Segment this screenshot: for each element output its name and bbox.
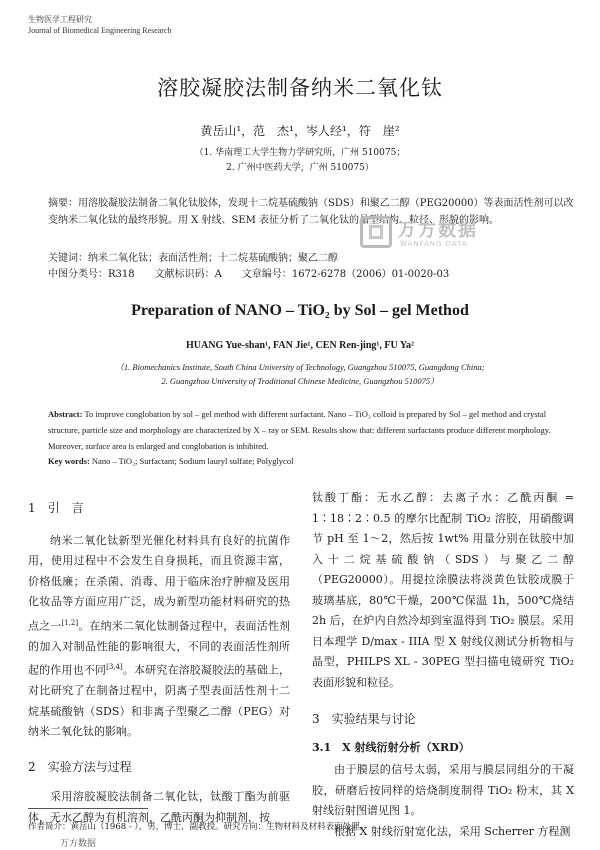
wanfang-logo-icon: [360, 216, 392, 248]
keywords-cn: 关键词：纳米二氧化钛；表面活性剂；十二烷基硫酸钠；聚乙二醇: [48, 253, 338, 264]
journal-name-cn: 生物医学工程研究: [28, 15, 92, 24]
affiliation-cn-1: （1. 华南理工大学生物力学研究所，广州 510075；: [194, 148, 406, 158]
section-3-1-heading: 3.1 X 射线衍射分析（XRD）: [312, 740, 470, 754]
section-1-paragraph: [28, 531, 290, 743]
s1-text-a: 纳米二氧化钛新型光催化材料具有良好的抗菌作用，使用过程中不会发生自身损耗，而且资源丰富，价格低廉；在杀菌、消毒、用于临床治疗肿瘤及医用化妆品等方面应用广泛，成为新型功能材料研究的热点之一: [28, 533, 290, 633]
abstract-en-text: To improve conglobation by sol – gel method with different surfactant. Nano – TiO₂ colloid is prepared by Sol – gel method and crystal structure, particle size and morphology are characterized by X – ray or SEM. Results show that: different surfactants produce different morphology. Moreover, surface area is enlarged and conglobation is inhibited.: [48, 409, 551, 451]
title-en: Preparation of NANO – TiO₂ by Sol – gel Method: [131, 302, 469, 319]
ref-1-2: [1,2]: [61, 618, 79, 627]
section-1-heading: 1 引 言: [28, 501, 84, 515]
keywords-en-text: Nano – TiO₂; Surfactant; Sodium lauryl sulfate; Polyglycol: [91, 456, 294, 466]
section-3-1-paragraph-1: 由于膜层的信号太弱，采用与膜层同组分的干凝胶，研磨后按同样的焙烧制度制得 TiO₂ 粉末，其 X 射线衍射图谱见图 1。: [312, 763, 574, 817]
s1-text-c: 。本研究在溶胶凝胶法的基础上，对比研究了在制备过程中，阴离子型表面活性剂十二烷基硫酸钠（SDS）和非离子型聚乙二醇（PEG）对纳米二氧化钛的影响。: [28, 663, 291, 739]
section-2-heading: 2 实验方法与过程: [28, 759, 132, 774]
author-footnote: 作者简介：黄岳山（1968 - ），男，博士，副教授。研究方向：生物材料及材料表面处理。: [28, 822, 369, 832]
affiliation-cn-2: 2. 广州中医药大学，广州 510075）: [226, 163, 374, 173]
journal-name-en: Journal of Biomedical Engineering Research: [28, 26, 172, 35]
abstract-cn: 摘要：用溶胶凝胶法制备二氧化钛胶体，发现十二烷基硫酸钠（SDS）和聚乙二醇（PEG20000）等表面活性剂可以改变纳米二氧化钛的最终形貌。用 X 射线、SEM 表征分析了二氧化钛的晶型结构、粒径、形貌的影响。: [48, 198, 574, 226]
keywords-en: [48, 456, 293, 466]
journal-header: [28, 14, 172, 36]
bottom-watermark: 万方数据: [60, 839, 97, 849]
section-3-1-paragraph-2: 根据 X 射线衍射宽化法，采用 Scherrer 方程测: [334, 824, 571, 838]
authors-cn: 黄岳山¹，范 杰¹，岑人经¹，符 崖²: [200, 124, 400, 138]
right-column: [312, 488, 574, 842]
title-cn: 溶胶凝胶法制备纳米二氧化钛: [157, 76, 443, 100]
section-2-continued: 钛酸丁酯：无水乙醇：去离子水：乙酰丙酮 = 1∶18∶2∶0.5 的摩尔比配制 TiO₂ 溶胶，用硝酸调节 pH 至 1～2，然后按 1wt% 用量分别在钛胶中加入十二烷基硫酸钠（SDS）与聚乙二醇（PEG20000）。用提拉涂膜法将淡黄色钛胶成膜于玻璃基底，80℃干燥，200℃保温 1h，500℃烧结 2h 后，在炉内自然冷却到室温得到 TiO₂ 膜层。采用日本理学 D/max - IIIA 型 X 射线仪测试分析物相与晶型，PHILPS XL - 30PEG 型扫描电镜研究 TiO₂ 表面形貌和粒径。: [312, 491, 574, 689]
classification-line: 中图分类号：R318 文献标识码：A 文章编号：1672-6278（2006）01-0020-03: [48, 269, 450, 280]
affiliation-en-2: 2. Guangzhou University of Traditional Chinese Medicine, Guangzhou 510075）: [161, 376, 439, 386]
authors-en: HUANG Yue-shan¹, FAN Jie¹, CEN Ren-jing¹, FU Ya²: [186, 340, 414, 351]
abstract-en-label: Abstract:: [48, 409, 83, 419]
watermark-text: 万方数据: [398, 220, 478, 241]
section-3-heading: 3 实验结果与讨论: [312, 712, 416, 726]
watermark-sub: WANFANG DATA: [400, 240, 468, 248]
affiliation-en-1: （1. Biomechanics Institute, South China University of Technology, Guangzhou 510075, Guangdong China;: [115, 362, 485, 372]
abstract-en: [48, 406, 578, 454]
footnote-rule: [28, 808, 148, 809]
ref-3-4: [3,4]: [106, 663, 123, 672]
section-2-paragraph: 采用溶胶凝胶法制备二氧化钛，钛酸丁酯为前驱体，无水乙醇为有机溶剂，乙酰丙酮为抑制剂，按: [28, 790, 290, 824]
s1-text-b: 。在纳米二氧化钛制备过程中，表面活性剂的加入对制品性能的影响很大，不同的表面活性剂所起的作用也不同: [28, 619, 291, 677]
left-column: [28, 498, 290, 828]
keywords-en-label: Key words:: [48, 456, 90, 466]
